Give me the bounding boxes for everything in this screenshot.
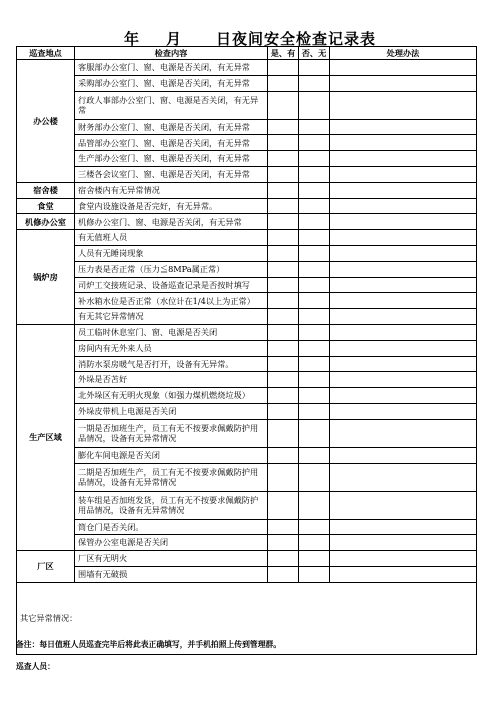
handling-cell[interactable]	[330, 324, 477, 340]
check-item: 生产部办公室门、窗、电源是否关闭，有无异常	[75, 151, 268, 167]
no-cell[interactable]	[299, 535, 330, 551]
handling-cell[interactable]	[330, 535, 477, 551]
no-cell[interactable]	[299, 166, 330, 182]
table-row	[17, 245, 477, 261]
area-cell: 办公楼	[17, 60, 75, 183]
check-item: 一期是否加班生产，员工有无不按要求佩戴防护用品情况，设备有无异常情况	[75, 419, 268, 447]
no-cell[interactable]	[299, 245, 330, 261]
handling-cell[interactable]	[330, 60, 477, 76]
yes-cell[interactable]	[268, 277, 299, 293]
table-row	[17, 447, 477, 463]
check-item: 有无其它异常情况	[75, 309, 268, 325]
table-row	[17, 309, 477, 325]
check-item: 采购部办公室门、窗、电源是否关闭，有无异常	[75, 75, 268, 91]
handling-cell[interactable]	[330, 403, 477, 419]
handling-cell[interactable]	[330, 340, 477, 356]
no-cell[interactable]	[299, 277, 330, 293]
yes-cell[interactable]	[268, 403, 299, 419]
title-year: 年	[123, 30, 140, 48]
handling-cell[interactable]	[330, 519, 477, 535]
yes-cell[interactable]	[268, 245, 299, 261]
yes-cell[interactable]	[268, 214, 299, 230]
no-cell[interactable]	[299, 198, 330, 214]
yes-cell[interactable]	[268, 519, 299, 535]
no-cell[interactable]	[299, 551, 330, 567]
area-cell: 食堂	[17, 198, 75, 214]
handling-cell[interactable]	[330, 230, 477, 246]
no-cell[interactable]	[299, 230, 330, 246]
area-cell: 锅炉房	[17, 230, 75, 325]
check-item: 消防水泵房暖气是否打开，设备有无异常。	[75, 356, 268, 372]
table-row	[17, 340, 477, 356]
no-cell[interactable]	[299, 60, 330, 76]
no-cell[interactable]	[299, 566, 330, 582]
handling-cell[interactable]	[330, 151, 477, 167]
table-row	[17, 151, 477, 167]
yes-cell[interactable]	[268, 447, 299, 463]
check-item: 补水箱水位是否正常（水位计在1/4以上为正常）	[75, 293, 268, 309]
handling-cell[interactable]	[330, 261, 477, 277]
no-cell[interactable]	[299, 372, 330, 388]
table-row	[17, 566, 477, 582]
no-cell[interactable]	[299, 403, 330, 419]
check-item: 食堂内设施设备是否完好，有无异常。	[75, 198, 268, 214]
yes-cell[interactable]	[268, 230, 299, 246]
check-item: 北外垛区有无明火现象（如强力煤机燃烧垃圾）	[75, 388, 268, 404]
title-text: 日夜间安全检查记录表	[216, 30, 377, 48]
check-item: 宿舍楼内有无异常情况	[75, 182, 268, 198]
table-row	[17, 372, 477, 388]
table-row	[17, 551, 477, 567]
table-row	[17, 198, 477, 214]
check-item: 外垛是否苫好	[75, 372, 268, 388]
handling-cell[interactable]	[330, 551, 477, 567]
area-cell: 宿舍楼	[17, 182, 75, 198]
handling-cell[interactable]	[330, 198, 477, 214]
check-item: 围墙有无破损	[75, 566, 268, 582]
check-item: 二期是否加班生产，员工有无不按要求佩戴防护用品情况，设备有无异常情况	[75, 463, 268, 491]
check-item: 客服部办公室门、窗、电源是否关闭，有无异常	[75, 60, 268, 76]
handling-cell[interactable]	[330, 135, 477, 151]
table-row	[17, 166, 477, 182]
no-cell[interactable]	[299, 324, 330, 340]
no-cell[interactable]	[299, 261, 330, 277]
yes-cell[interactable]	[268, 75, 299, 91]
yes-cell[interactable]	[268, 551, 299, 567]
handling-cell[interactable]	[330, 309, 477, 325]
check-item: 三楼各会议室门、窗、电源是否关闭，有无异常	[75, 166, 268, 182]
handling-cell[interactable]	[330, 75, 477, 91]
yes-cell[interactable]	[268, 151, 299, 167]
yes-cell[interactable]	[268, 566, 299, 582]
no-cell[interactable]	[299, 182, 330, 198]
area-cell: 厂区	[17, 551, 75, 583]
table-row	[17, 519, 477, 535]
no-cell[interactable]	[299, 340, 330, 356]
check-item: 膨化车间电源是否关闭	[75, 447, 268, 463]
table-row	[17, 403, 477, 419]
table-row	[17, 214, 477, 230]
yes-cell[interactable]	[268, 60, 299, 76]
table-row	[17, 324, 477, 340]
no-cell[interactable]	[299, 75, 330, 91]
title-month: 月	[165, 30, 182, 48]
table-row	[17, 491, 477, 519]
no-cell[interactable]	[299, 463, 330, 491]
check-item: 财务部办公室门、窗、电源是否关闭，有无异常	[75, 119, 268, 135]
header-content: 检查内容	[75, 47, 268, 60]
table-row	[17, 463, 477, 491]
yes-cell[interactable]	[268, 419, 299, 447]
handling-cell[interactable]	[330, 277, 477, 293]
no-cell[interactable]	[299, 309, 330, 325]
no-cell[interactable]	[299, 119, 330, 135]
check-item: 品管部办公室门、窗、电源是否关闭，有无异常	[75, 135, 268, 151]
no-cell[interactable]	[299, 356, 330, 372]
handling-cell[interactable]	[330, 566, 477, 582]
yes-cell[interactable]	[268, 491, 299, 519]
yes-cell[interactable]	[268, 388, 299, 404]
yes-cell[interactable]	[268, 463, 299, 491]
check-item: 机修办公室门、窗、电源是否关闭，有无异常	[75, 214, 268, 230]
table-row	[17, 293, 477, 309]
header-handling: 处理办法	[330, 47, 477, 60]
other-abnormal-label: 其它异常情况：	[20, 612, 78, 623]
handling-cell[interactable]	[330, 419, 477, 447]
area-cell: 机修办公室	[17, 214, 75, 230]
yes-cell[interactable]	[268, 182, 299, 198]
check-item: 员工临时休息室门、窗、电源是否关闭	[75, 324, 268, 340]
footer-note: 备注：每日值班人员巡查完毕后将此表正确填写，并手机拍照上传到管理群。	[16, 640, 282, 649]
handling-cell[interactable]	[330, 293, 477, 309]
yes-cell[interactable]	[268, 372, 299, 388]
no-cell[interactable]	[299, 214, 330, 230]
handling-cell[interactable]	[330, 463, 477, 491]
handling-cell[interactable]	[330, 166, 477, 182]
table-row	[17, 419, 477, 447]
no-cell[interactable]	[299, 447, 330, 463]
handling-cell[interactable]	[330, 182, 477, 198]
handling-cell[interactable]	[330, 356, 477, 372]
table-body	[17, 60, 477, 583]
check-item: 外垛皮带机上电源是否关闭	[75, 403, 268, 419]
yes-cell[interactable]	[268, 198, 299, 214]
header-no: 否、无	[299, 47, 330, 60]
yes-cell[interactable]	[268, 135, 299, 151]
check-item: 司炉工交接班记录、设备巡查记录是否按时填写	[75, 277, 268, 293]
yes-cell[interactable]	[268, 261, 299, 277]
no-cell[interactable]	[299, 519, 330, 535]
no-cell[interactable]	[299, 419, 330, 447]
table-row	[17, 75, 477, 91]
yes-cell[interactable]	[268, 309, 299, 325]
inspection-table	[16, 46, 477, 655]
table-row	[17, 182, 477, 198]
no-cell[interactable]	[299, 91, 330, 119]
no-cell[interactable]	[299, 135, 330, 151]
table-row	[17, 91, 477, 119]
check-item: 房间内有无外来人员	[75, 340, 268, 356]
area-cell: 生产区域	[17, 324, 75, 550]
check-item: 有无值班人员	[75, 230, 268, 246]
yes-cell[interactable]	[268, 119, 299, 135]
handling-cell[interactable]	[330, 372, 477, 388]
check-item: 保管办公室电源是否关闭	[75, 535, 268, 551]
handling-cell[interactable]	[330, 447, 477, 463]
check-item: 压力表是否正常（压力≦8MPa属正常）	[75, 261, 268, 277]
yes-cell[interactable]	[268, 324, 299, 340]
yes-cell[interactable]	[268, 340, 299, 356]
yes-cell[interactable]	[268, 91, 299, 119]
no-cell[interactable]	[299, 293, 330, 309]
no-cell[interactable]	[299, 491, 330, 519]
handling-cell[interactable]	[330, 388, 477, 404]
table-row	[17, 261, 477, 277]
table-row	[17, 119, 477, 135]
check-item: 厂区有无明火	[75, 551, 268, 567]
yes-cell[interactable]	[268, 356, 299, 372]
header-yes: 是、有	[268, 47, 299, 60]
handling-cell[interactable]	[330, 491, 477, 519]
table-row	[17, 60, 477, 76]
yes-cell[interactable]	[268, 535, 299, 551]
table-row	[17, 535, 477, 551]
check-item: 行政人事部办公室门、窗、电源是否关闭，有无异常	[75, 91, 268, 119]
table-row	[17, 388, 477, 404]
check-item: 装车组是否加班发货，员工有无不按要求佩戴防护用品情况，设备有无异常情况	[75, 491, 268, 519]
table-row	[17, 356, 477, 372]
table-row	[17, 277, 477, 293]
check-item: 筒仓门是否关闭。	[75, 519, 268, 535]
check-item: 人员有无睡岗现象	[75, 245, 268, 261]
table-row	[17, 135, 477, 151]
table-row	[17, 230, 477, 246]
handling-cell[interactable]	[330, 214, 477, 230]
inspector-label: 巡查人员：	[16, 662, 55, 671]
yes-cell[interactable]	[268, 293, 299, 309]
no-cell[interactable]	[299, 151, 330, 167]
handling-cell[interactable]	[330, 119, 477, 135]
handling-cell[interactable]	[330, 91, 477, 119]
yes-cell[interactable]	[268, 166, 299, 182]
header-area: 巡查地点	[17, 47, 75, 60]
no-cell[interactable]	[299, 388, 330, 404]
handling-cell[interactable]	[330, 245, 477, 261]
